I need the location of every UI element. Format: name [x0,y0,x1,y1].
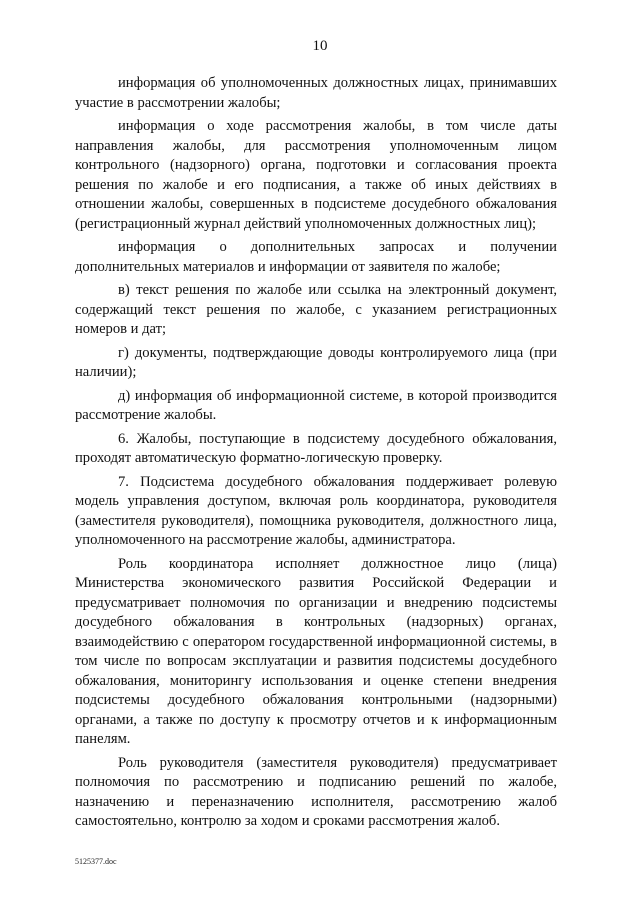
document-body [75,74,557,836]
footer-document-code: 5125377.doc [75,857,117,866]
paragraph-7-role-model: 7. Подсистема досудебного обжалования поддерживает ролевую модель управления доступом, включая роль координатора, руководителя (заместителя руководителя), помощника руководителя, должностного лица, уполномоченного на рассмотрение жалобы, администратора. [75,473,557,548]
page-number: 10 [312,38,328,54]
paragraph-additional-requests-info: информация о дополнительных запросах и получении дополнительных материалов и информации от заявителя по жалобе; [75,239,557,275]
paragraph-coordinator-role: Роль координатора исполняет должностное лицо (лица) Министерства экономического развития Российской Федерации и предусматривает полномочия по организации и внедрению подсистемы досудебного обжалования в контрольных (надзорных) органах, взаимодействию с оператором государственной информационной системы, в том числе по вопросам эксплуатации и развития подсистемы досудебного обжалования, мониторингу использования и оценке степени внедрения подсистемы досудебного обжалования контрольными (надзорными) органами, а также по доступу к просмотру отчетов и к информационным панелям. [75,555,557,747]
paragraph-head-role: Роль руководителя (заместителя руководителя) предусматривает полномочия по рассмотрению и подписанию решений по жалобе, назначению и переназначению исполнителя, рассмотрению жалоб самостоятельно, контролю за ходом и сроками рассмотрения жалоб. [75,754,557,829]
paragraph-item-d-information-system: д) информация об информационной системе, в которой производится рассмотрение жалобы. [75,387,557,423]
paragraph-6-complaints-check: 6. Жалобы, поступающие в подсистему досудебного обжалования, проходят автоматическую форматно-логическую проверку. [75,430,557,466]
paragraph-item-v-decision-text: в) текст решения по жалобе или ссылка на электронный документ, содержащий текст решения по жалобе, с указанием регистрационных номеров и дат; [75,282,557,337]
paragraph-item-g-documents: г) документы, подтверждающие доводы контролируемого лица (при наличии); [75,344,557,380]
paragraph-review-progress-info: информация о ходе рассмотрения жалобы, в том числе даты направления жалобы, для рассмотрения уполномоченным лицом контрольного (надзорного) органа, подготовки и согласования проекта решения по жалобе и его подписания, а также об иных действиях в отношении жалобы, совершенных в подсистеме досудебного обжалования (регистрационный журнал действий уполномоченных должностных лиц); [75,118,557,232]
paragraph-officials-info: информация об уполномоченных должностных лицах, принимавших участие в рассмотрении жалобы; [75,75,557,111]
